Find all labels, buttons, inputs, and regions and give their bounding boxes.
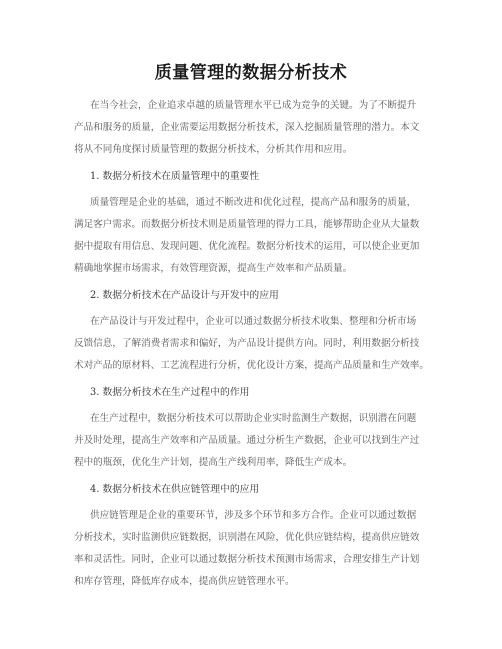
section-heading: 4. 数据分析技术在供应链管理中的应用 xyxy=(90,484,260,495)
section-line: 术对产品的原材料、工艺流程进行分析，优化设计方案，提高产品质量和生产效率。 xyxy=(74,360,429,371)
section-line: 并及时处理，提高生产效率和产品质量。通过分析生产数据，企业可以找到生产过 xyxy=(74,435,420,446)
section-line: 据中提取有用信息、发现问题、优化流程。数据分析技术的运用，可以使企业更加 xyxy=(74,241,420,252)
section-heading: 1. 数据分析技术在质量管理中的重要性 xyxy=(90,171,260,182)
section-heading: 2. 数据分析技术在产品设计与开发中的应用 xyxy=(90,290,279,301)
section-line: 质量管理是企业的基础，通过不断改进和优化过程，提高产品和服务的质量， xyxy=(90,197,417,208)
section-line: 率和灵活性。同时，企业可以通过数据分析技术预测市场需求，合理安排生产计划 xyxy=(74,554,420,565)
section-line: 程中的瓶颈，优化生产计划，提高生产线利用率，降低生产成本。 xyxy=(74,457,353,468)
section-heading: 3. 数据分析技术在生产过程中的作用 xyxy=(90,387,250,398)
intro-line: 产品和服务的质量，企业需要运用数据分析技术，深入挖掘质量管理的潜力。本文 xyxy=(74,122,420,133)
intro-line: 在当今社会，企业追求卓越的质量管理水平已成为竞争的关键。为了不断提升 xyxy=(90,100,417,111)
section-line: 和库存管理，降低库存成本，提高供应链管理水平。 xyxy=(74,576,295,587)
document-title: 质量管理的数据分析技术 xyxy=(154,63,348,83)
intro-line: 将从不同角度探讨质量管理的数据分析技术，分析其作用和应用。 xyxy=(74,144,353,155)
section-line: 在生产过程中，数据分析技术可以帮助企业实时监测生产数据，识别潜在问题 xyxy=(90,413,417,424)
section-line: 反馈信息，了解消费者需求和偏好，为产品设计提供方向。同时，利用数据分析技 xyxy=(74,338,420,349)
section-line: 精确地掌握市场需求，有效管理资源，提高生产效率和产品质量。 xyxy=(74,263,353,274)
section-line: 供应链管理是企业的重要环节，涉及多个环节和多方合作。企业可以通过数据 xyxy=(90,510,417,521)
section-line: 在产品设计与开发过程中，企业可以通过数据分析技术收集、整理和分析市场 xyxy=(90,316,417,327)
section-line: 分析技术，实时监测供应链数据，识别潜在风险，优化供应链结构，提高供应链效 xyxy=(74,532,420,543)
section-line: 满足客户需求。而数据分析技术则是质量管理的得力工具，能够帮助企业从大量数 xyxy=(74,219,420,230)
